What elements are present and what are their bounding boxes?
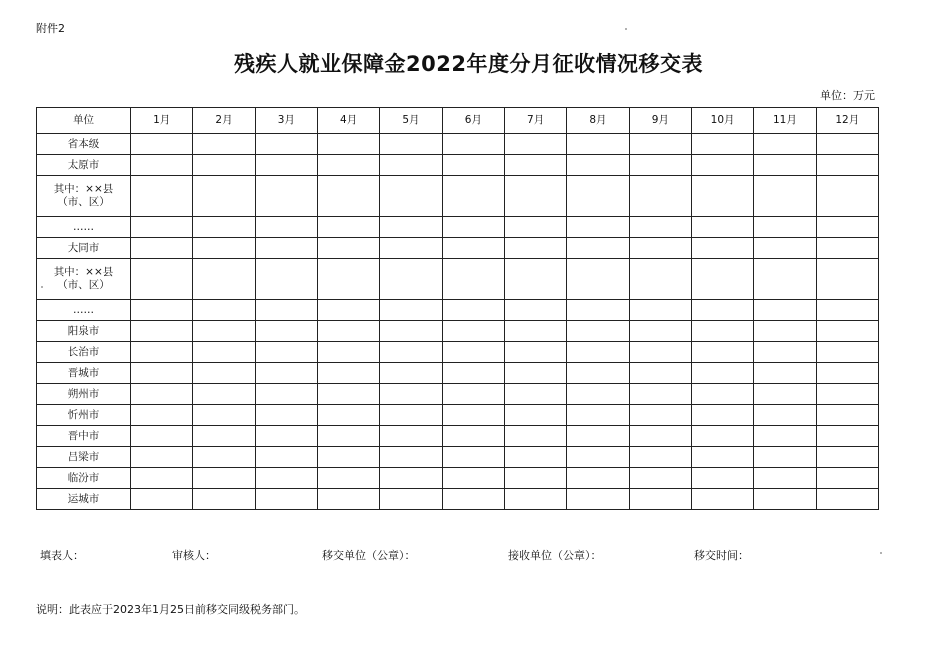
row-label [37,321,131,342]
row-label [37,155,131,176]
value-cell-month-1[interactable] [131,447,193,468]
header-month-6: 6月 [442,108,504,134]
collection-table [36,107,879,510]
value-cell-month-7[interactable] [504,363,566,384]
header-month-10: 10月 [691,108,753,134]
table-row [37,321,879,342]
value-cell-month-8[interactable] [567,468,629,489]
table-row [37,300,879,321]
value-cell-month-12[interactable] [816,405,878,426]
header-month-1: 1月 [131,108,193,134]
value-cell-month-1[interactable] [131,300,193,321]
row-label-subtext: （市、区） [57,279,110,291]
table-row [37,447,879,468]
table-row [37,426,879,447]
row-label-text: …… [73,303,94,316]
value-cell-month-9[interactable] [629,426,691,447]
value-cell-month-2[interactable] [193,300,255,321]
value-cell-month-11[interactable] [754,300,816,321]
value-cell-month-9[interactable] [629,363,691,384]
value-cell-month-1[interactable] [131,176,193,217]
value-cell-month-3[interactable] [255,405,317,426]
value-cell-month-12[interactable] [816,447,878,468]
value-cell-month-3[interactable] [255,238,317,259]
table-row [37,342,879,363]
reviewer-label: 审核人： [172,549,216,562]
row-label [37,447,131,468]
value-cell-month-8[interactable] [567,489,629,510]
value-cell-month-2[interactable] [193,342,255,363]
value-cell-month-8[interactable] [567,447,629,468]
value-cell-month-11[interactable] [754,176,816,217]
value-cell-month-1[interactable] [131,134,193,155]
table-row [37,363,879,384]
value-cell-month-2[interactable] [193,321,255,342]
row-label-text: 忻州市 [67,408,100,421]
value-cell-month-2[interactable] [193,176,255,217]
value-cell-month-11[interactable] [754,447,816,468]
value-cell-month-12[interactable] [816,489,878,510]
value-cell-month-11[interactable] [754,489,816,510]
value-cell-month-5[interactable] [380,321,442,342]
table-row [37,238,879,259]
row-label-text: 晋城市 [67,366,100,379]
value-cell-month-8[interactable] [567,300,629,321]
value-cell-month-3[interactable] [255,468,317,489]
value-cell-month-10[interactable] [691,468,753,489]
value-cell-month-5[interactable] [380,134,442,155]
receive-unit-label: 接收单位（公章）： [508,549,602,562]
value-cell-month-1[interactable] [131,155,193,176]
value-cell-month-8[interactable] [567,426,629,447]
value-cell-month-9[interactable] [629,259,691,300]
value-cell-month-6[interactable] [442,176,504,217]
value-cell-month-7[interactable] [504,489,566,510]
value-cell-month-10[interactable] [691,363,753,384]
value-cell-month-12[interactable] [816,426,878,447]
value-cell-month-6[interactable] [442,405,504,426]
value-cell-month-5[interactable] [380,363,442,384]
value-cell-month-4[interactable] [317,363,379,384]
value-cell-month-1[interactable] [131,238,193,259]
attachment-label: 附件2 [36,22,65,35]
row-label-text: 运城市 [67,492,100,505]
value-cell-month-5[interactable] [380,384,442,405]
value-cell-month-4[interactable] [317,300,379,321]
value-cell-month-2[interactable] [193,238,255,259]
value-cell-month-10[interactable] [691,259,753,300]
value-cell-month-6[interactable] [442,321,504,342]
value-cell-month-5[interactable] [380,259,442,300]
value-cell-month-8[interactable] [567,384,629,405]
value-cell-month-11[interactable] [754,238,816,259]
value-cell-month-8[interactable] [567,155,629,176]
value-cell-month-2[interactable] [193,217,255,238]
value-cell-month-5[interactable] [380,217,442,238]
value-cell-month-12[interactable] [816,259,878,300]
value-cell-month-6[interactable] [442,342,504,363]
row-label-subtext: （市、区） [57,196,110,208]
value-cell-month-4[interactable] [317,342,379,363]
value-cell-month-6[interactable] [442,468,504,489]
value-cell-month-11[interactable] [754,405,816,426]
value-cell-month-4[interactable] [317,321,379,342]
value-cell-month-9[interactable] [629,176,691,217]
value-cell-month-9[interactable] [629,155,691,176]
value-cell-month-9[interactable] [629,342,691,363]
value-cell-month-12[interactable] [816,155,878,176]
header-month-4: 4月 [317,108,379,134]
value-cell-month-11[interactable] [754,321,816,342]
value-cell-month-3[interactable] [255,217,317,238]
value-cell-month-10[interactable] [691,300,753,321]
value-cell-month-4[interactable] [317,155,379,176]
header-month-11: 11月 [754,108,816,134]
value-cell-month-1[interactable] [131,426,193,447]
value-cell-month-5[interactable] [380,300,442,321]
value-cell-month-6[interactable] [442,217,504,238]
row-label-text: 其中：××县 [53,183,114,195]
value-cell-month-7[interactable] [504,155,566,176]
value-cell-month-3[interactable] [255,489,317,510]
value-cell-month-6[interactable] [442,363,504,384]
value-cell-month-2[interactable] [193,134,255,155]
value-cell-month-11[interactable] [754,468,816,489]
value-cell-month-3[interactable] [255,176,317,217]
value-cell-month-3[interactable] [255,342,317,363]
unit-label: 单位：万元 [820,89,875,102]
value-cell-month-11[interactable] [754,426,816,447]
value-cell-month-4[interactable] [317,405,379,426]
page-title: 残疾人就业保障金2022年度分月征收情况移交表 [234,52,703,76]
value-cell-month-6[interactable] [442,238,504,259]
value-cell-month-10[interactable] [691,384,753,405]
header-month-7: 7月 [504,108,566,134]
value-cell-month-6[interactable] [442,134,504,155]
row-label [37,259,131,300]
note: 说明：此表应于2023年1月25日前移交同级税务部门。 [36,603,305,616]
row-label-text: 吕梁市 [67,450,100,463]
value-cell-month-3[interactable] [255,447,317,468]
table-row [37,176,879,217]
value-cell-month-4[interactable] [317,217,379,238]
value-cell-month-5[interactable] [380,447,442,468]
value-cell-month-3[interactable] [255,384,317,405]
value-cell-month-8[interactable] [567,259,629,300]
value-cell-month-10[interactable] [691,134,753,155]
value-cell-month-12[interactable] [816,342,878,363]
transfer-unit-label: 移交单位（公章）： [322,549,416,562]
value-cell-month-4[interactable] [317,468,379,489]
value-cell-month-10[interactable] [691,321,753,342]
header-month-3: 3月 [255,108,317,134]
value-cell-month-4[interactable] [317,384,379,405]
value-cell-month-11[interactable] [754,363,816,384]
value-cell-month-4[interactable] [317,259,379,300]
value-cell-month-4[interactable] [317,489,379,510]
value-cell-month-6[interactable] [442,489,504,510]
value-cell-month-2[interactable] [193,426,255,447]
row-label-text: 阳泉市 [67,324,100,337]
value-cell-month-7[interactable] [504,259,566,300]
value-cell-month-3[interactable] [255,363,317,384]
row-label [37,384,131,405]
value-cell-month-1[interactable] [131,405,193,426]
header-month-2: 2月 [193,108,255,134]
table-row [37,489,879,510]
value-cell-month-12[interactable] [816,468,878,489]
value-cell-month-5[interactable] [380,238,442,259]
value-cell-month-1[interactable] [131,342,193,363]
row-label-text: 省本级 [67,137,100,150]
table-row [37,217,879,238]
row-label [37,489,131,510]
table-header-row [37,108,879,134]
value-cell-month-11[interactable] [754,342,816,363]
value-cell-month-8[interactable] [567,342,629,363]
value-cell-month-4[interactable] [317,426,379,447]
header-month-8: 8月 [567,108,629,134]
value-cell-month-2[interactable] [193,489,255,510]
value-cell-month-6[interactable] [442,426,504,447]
value-cell-month-5[interactable] [380,405,442,426]
value-cell-month-3[interactable] [255,134,317,155]
value-cell-month-12[interactable] [816,217,878,238]
value-cell-month-9[interactable] [629,468,691,489]
value-cell-month-7[interactable] [504,238,566,259]
value-cell-month-9[interactable] [629,134,691,155]
value-cell-month-11[interactable] [754,259,816,300]
value-cell-month-8[interactable] [567,217,629,238]
row-label [37,426,131,447]
row-label [37,176,131,217]
value-cell-month-7[interactable] [504,468,566,489]
value-cell-month-9[interactable] [629,384,691,405]
transfer-time-label: 移交时间： [694,549,749,562]
value-cell-month-5[interactable] [380,489,442,510]
header-month-12: 12月 [816,108,878,134]
value-cell-month-12[interactable] [816,384,878,405]
row-label-text: 临汾市 [67,471,100,484]
value-cell-month-12[interactable] [816,363,878,384]
value-cell-month-4[interactable] [317,238,379,259]
value-cell-month-3[interactable] [255,259,317,300]
table-row [37,405,879,426]
value-cell-month-1[interactable] [131,259,193,300]
value-cell-month-1[interactable] [131,363,193,384]
value-cell-month-5[interactable] [380,176,442,217]
value-cell-month-6[interactable] [442,384,504,405]
value-cell-month-7[interactable] [504,300,566,321]
value-cell-month-12[interactable] [816,300,878,321]
row-label-text: 长治市 [67,345,100,358]
value-cell-month-4[interactable] [317,176,379,217]
header-month-5: 5月 [380,108,442,134]
value-cell-month-12[interactable] [816,176,878,217]
value-cell-month-7[interactable] [504,321,566,342]
value-cell-month-10[interactable] [691,238,753,259]
value-cell-month-7[interactable] [504,426,566,447]
value-cell-month-10[interactable] [691,217,753,238]
value-cell-month-12[interactable] [816,134,878,155]
table-row [37,259,879,300]
value-cell-month-1[interactable] [131,321,193,342]
value-cell-month-1[interactable] [131,468,193,489]
table-row [37,468,879,489]
value-cell-month-11[interactable] [754,134,816,155]
value-cell-month-2[interactable] [193,468,255,489]
value-cell-month-9[interactable] [629,405,691,426]
value-cell-month-2[interactable] [193,405,255,426]
value-cell-month-10[interactable] [691,342,753,363]
value-cell-month-2[interactable] [193,259,255,300]
row-label [37,468,131,489]
row-label-text: …… [73,220,94,233]
value-cell-month-12[interactable] [816,321,878,342]
row-label-text: 晋中市 [67,429,100,442]
value-cell-month-3[interactable] [255,321,317,342]
row-label-text: 大同市 [67,241,100,254]
table-row [37,134,879,155]
row-label-text: 朔州市 [67,387,100,400]
value-cell-month-8[interactable] [567,176,629,217]
value-cell-month-2[interactable] [193,155,255,176]
value-cell-month-9[interactable] [629,217,691,238]
value-cell-month-10[interactable] [691,426,753,447]
value-cell-month-5[interactable] [380,426,442,447]
filler-label: 填表人： [40,549,84,562]
row-label-text: 其中：××县 [53,266,114,278]
value-cell-month-11[interactable] [754,217,816,238]
value-cell-month-2[interactable] [193,447,255,468]
value-cell-month-6[interactable] [442,259,504,300]
value-cell-month-7[interactable] [504,384,566,405]
value-cell-month-10[interactable] [691,176,753,217]
value-cell-month-8[interactable] [567,134,629,155]
value-cell-month-6[interactable] [442,155,504,176]
row-label [37,405,131,426]
table-row [37,384,879,405]
value-cell-month-2[interactable] [193,384,255,405]
value-cell-month-7[interactable] [504,342,566,363]
value-cell-month-12[interactable] [816,238,878,259]
value-cell-month-10[interactable] [691,489,753,510]
value-cell-month-6[interactable] [442,300,504,321]
table-row [37,155,879,176]
value-cell-month-1[interactable] [131,217,193,238]
value-cell-month-7[interactable] [504,217,566,238]
value-cell-month-8[interactable] [567,405,629,426]
header-month-9: 9月 [629,108,691,134]
value-cell-month-2[interactable] [193,363,255,384]
value-cell-month-10[interactable] [691,155,753,176]
row-label [37,342,131,363]
value-cell-month-10[interactable] [691,405,753,426]
row-label [37,217,131,238]
value-cell-month-11[interactable] [754,155,816,176]
row-label [37,134,131,155]
value-cell-month-9[interactable] [629,300,691,321]
value-cell-month-7[interactable] [504,447,566,468]
value-cell-month-9[interactable] [629,489,691,510]
value-cell-month-3[interactable] [255,300,317,321]
value-cell-month-5[interactable] [380,155,442,176]
value-cell-month-8[interactable] [567,363,629,384]
value-cell-month-8[interactable] [567,238,629,259]
value-cell-month-8[interactable] [567,321,629,342]
value-cell-month-10[interactable] [691,447,753,468]
value-cell-month-5[interactable] [380,468,442,489]
value-cell-month-7[interactable] [504,134,566,155]
value-cell-month-1[interactable] [131,489,193,510]
value-cell-month-11[interactable] [754,384,816,405]
row-label [37,363,131,384]
value-cell-month-9[interactable] [629,238,691,259]
value-cell-month-7[interactable] [504,176,566,217]
row-label-text: 太原市 [67,158,100,171]
value-cell-month-9[interactable] [629,321,691,342]
row-label [37,300,131,321]
row-label [37,238,131,259]
value-cell-month-9[interactable] [629,447,691,468]
value-cell-month-7[interactable] [504,405,566,426]
header-unit: 单位 [37,108,131,134]
value-cell-month-5[interactable] [380,342,442,363]
value-cell-month-4[interactable] [317,447,379,468]
value-cell-month-3[interactable] [255,426,317,447]
value-cell-month-1[interactable] [131,384,193,405]
value-cell-month-4[interactable] [317,134,379,155]
value-cell-month-3[interactable] [255,155,317,176]
value-cell-month-6[interactable] [442,447,504,468]
